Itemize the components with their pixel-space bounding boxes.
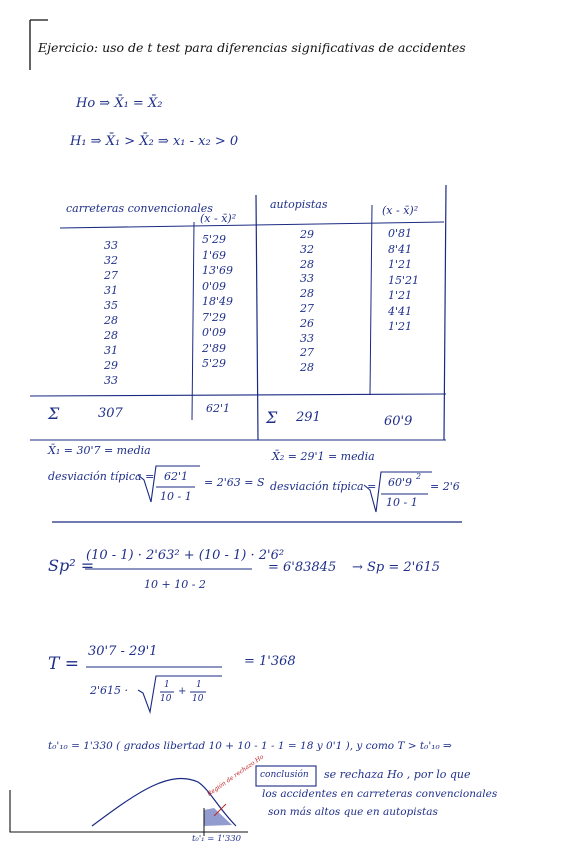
sp-denominator: 10 + 10 - 2 bbox=[144, 578, 206, 591]
right-dev: 0'81 bbox=[388, 227, 413, 240]
left-value: 28 bbox=[104, 314, 118, 327]
left-dev: 2'89 bbox=[202, 341, 227, 355]
table-right-border bbox=[444, 185, 446, 440]
right-dev: 8'41 bbox=[388, 242, 413, 256]
left-value: 31 bbox=[104, 284, 118, 297]
critical-axis-label: t₀'₁ = 1'330 bbox=[192, 834, 242, 844]
mean-left: X̄₁ = 30'7 = media bbox=[48, 444, 151, 457]
t-frac2-den: 10 bbox=[192, 694, 204, 704]
table-right-dev-header: (x - x̄)² bbox=[382, 204, 419, 217]
hypothesis-h1: H₁ ⇒ X̄₁ > X̄₂ ⇒ x₁ - x₂ > 0 bbox=[70, 134, 239, 149]
right-value: 28 bbox=[300, 361, 314, 375]
sp-result: = 6'83845 bbox=[268, 560, 337, 575]
std-right-result: = 2'6 bbox=[430, 480, 460, 493]
right-dev: 4'41 bbox=[388, 304, 413, 318]
page-title: Ejercicio: uso de t test para diferencias significativas de accidentes bbox=[38, 40, 466, 55]
sp-lhs: Sp² = bbox=[48, 556, 95, 575]
t-lhs: T = bbox=[48, 654, 79, 674]
std-left-result: = 2'63 = S bbox=[204, 476, 265, 489]
std-right-label: desviación típica = bbox=[270, 480, 377, 493]
left-dev: 1'69 bbox=[202, 248, 227, 262]
right-value: 26 bbox=[300, 316, 314, 330]
left-dev: 18'49 bbox=[202, 295, 234, 308]
left-dev: 5'29 bbox=[202, 233, 227, 246]
right-dev: 1'21 bbox=[388, 258, 413, 271]
left-sum-symbol: Σ bbox=[48, 404, 60, 423]
std-right-den: 10 - 1 bbox=[386, 496, 418, 509]
right-value: 29 bbox=[300, 228, 314, 241]
t-frac1-num: 1 bbox=[164, 680, 170, 690]
right-sum: 291 bbox=[296, 410, 321, 425]
table-left-divider bbox=[192, 222, 194, 420]
sp-final: → Sp = 2'615 bbox=[352, 560, 441, 575]
left-dev: 13'69 bbox=[202, 264, 234, 277]
right-dev-sum: 60'9 bbox=[384, 414, 413, 429]
std-right-num-exp: 2 bbox=[416, 472, 422, 481]
right-value: 27 bbox=[300, 301, 314, 315]
right-value: 33 bbox=[300, 331, 314, 345]
left-value: 32 bbox=[104, 254, 118, 267]
t-frac2-num: 1 bbox=[196, 680, 202, 690]
hypothesis-h0: Ho ⇒ X̄₁ = X̄₂ bbox=[76, 96, 163, 111]
left-value: 28 bbox=[104, 329, 118, 342]
left-value: 33 bbox=[104, 374, 118, 387]
left-devs-column bbox=[202, 232, 233, 372]
table-left-header: carreteras convencionales bbox=[66, 202, 213, 215]
t-den-left: 2'615 · bbox=[90, 684, 129, 697]
sp-numerator: (10 - 1) · 2'63² + (10 - 1) · 2'6² bbox=[86, 548, 285, 563]
t-result: = 1'368 bbox=[244, 654, 296, 669]
std-left-den: 10 - 1 bbox=[160, 490, 192, 503]
right-value: 28 bbox=[300, 257, 314, 271]
left-value: 33 bbox=[104, 239, 118, 252]
t-plus: + bbox=[178, 686, 187, 697]
conclusion-text-3: son más altos que en autopistas bbox=[268, 806, 438, 818]
conclusion-arrow-text: se rechaza Ho , por lo que bbox=[324, 768, 471, 781]
left-dev-sum: 62'1 bbox=[206, 402, 231, 415]
rejection-zone-label: Región de rechazo Ho bbox=[206, 753, 266, 798]
right-dev: 15'21 bbox=[388, 273, 420, 287]
left-dev: 5'29 bbox=[202, 357, 227, 370]
std-left-label: desviación típica = bbox=[48, 470, 155, 483]
t-numerator: 30'7 - 29'1 bbox=[88, 644, 158, 659]
mean-right: X̄₂ = 29'1 = media bbox=[272, 450, 375, 463]
std-left-num: 62'1 bbox=[164, 470, 189, 483]
left-value: 31 bbox=[104, 344, 118, 357]
std-right-num: 60'9 bbox=[388, 476, 413, 489]
right-dev: 1'21 bbox=[388, 289, 413, 302]
left-value: 27 bbox=[104, 269, 118, 282]
conclusion-text-2: los accidentes en carreteras convencionales bbox=[262, 788, 498, 800]
right-dev: 1'21 bbox=[388, 320, 413, 333]
right-devs-column bbox=[388, 226, 419, 335]
table-mid-divider bbox=[256, 195, 258, 440]
left-value: 35 bbox=[104, 299, 118, 312]
left-sum: 307 bbox=[98, 406, 123, 421]
left-values-column bbox=[104, 238, 118, 388]
critical-line: t₀'₁₀ = 1'330 ( grados libertad 10 + 10 - 1 - 1 = 18 y 0'1 ), y como T > t₀'₁₀ ⇒ bbox=[48, 740, 452, 752]
table-left-dev-header: (x - x̄)² bbox=[200, 212, 237, 225]
right-values-column bbox=[300, 228, 314, 376]
right-value: 28 bbox=[300, 287, 314, 301]
left-dev: 0'09 bbox=[202, 326, 227, 339]
table-header-line bbox=[60, 222, 444, 228]
right-value: 27 bbox=[300, 346, 314, 360]
right-value: 33 bbox=[300, 272, 314, 286]
left-value: 29 bbox=[104, 359, 118, 372]
left-dev: 7'29 bbox=[202, 310, 227, 324]
right-value: 32 bbox=[300, 242, 314, 256]
table-right-divider bbox=[370, 205, 372, 395]
left-dev: 0'09 bbox=[202, 279, 227, 293]
table-sum-top bbox=[30, 394, 446, 396]
table-right-header: autopistas bbox=[270, 198, 328, 211]
conclusion-label: conclusión bbox=[260, 770, 309, 780]
right-sum-symbol: Σ bbox=[266, 408, 278, 427]
t-frac1-den: 10 bbox=[160, 694, 172, 704]
